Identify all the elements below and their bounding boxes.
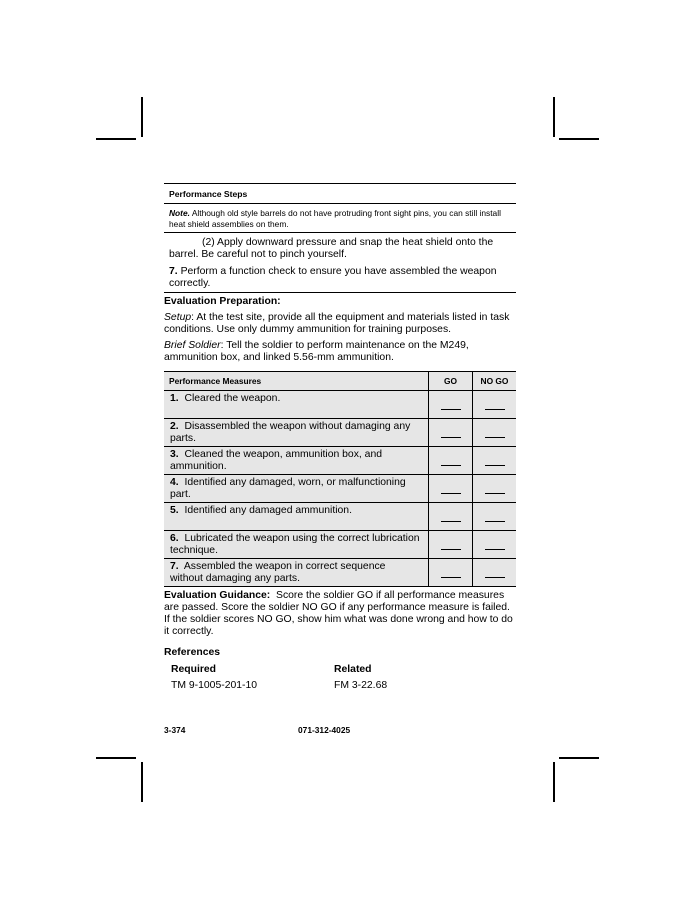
substep-2 xyxy=(164,233,516,261)
nogo-cell xyxy=(473,391,517,419)
nogo-blank[interactable] xyxy=(485,437,505,438)
page-number: 3-374 xyxy=(164,725,186,735)
brief-soldier-text: : Tell the soldier to perform maintenance on the M249, ammunition box, and linked 5.56-mm ammunition. xyxy=(164,340,469,363)
nogo-blank[interactable] xyxy=(485,549,505,550)
brief-soldier-label: Brief Soldier xyxy=(164,340,221,351)
go-cell xyxy=(429,503,473,531)
nogo-cell xyxy=(473,503,517,531)
table-row xyxy=(164,419,516,447)
note-text: Although old style barrels do not have protruding front sight pins, you can still install heat shield assemblies on them. xyxy=(169,208,501,229)
table-row xyxy=(164,559,516,587)
nogo-header: NO GO xyxy=(473,372,517,391)
measure-text: Cleaned the weapon, ammunition box, and ammunition. xyxy=(170,449,383,472)
go-blank[interactable] xyxy=(441,437,461,438)
go-blank[interactable] xyxy=(441,465,461,466)
table-row xyxy=(164,447,516,475)
nogo-cell xyxy=(473,447,517,475)
crop-mark xyxy=(96,138,136,140)
go-cell xyxy=(429,531,473,559)
crop-mark xyxy=(141,762,143,802)
note-label: Note. xyxy=(169,208,190,218)
go-cell xyxy=(429,559,473,587)
measure-number: 3. xyxy=(170,449,179,460)
page-content xyxy=(164,183,516,692)
measure-number: 1. xyxy=(170,393,179,404)
nogo-blank[interactable] xyxy=(485,493,505,494)
step-7-text: Perform a function check to ensure you have assembled the weapon correctly. xyxy=(169,266,497,289)
go-blank[interactable] xyxy=(441,577,461,578)
required-value: TM 9-1005-201-10 xyxy=(171,680,258,691)
crop-mark xyxy=(559,138,599,140)
go-blank[interactable] xyxy=(441,409,461,410)
nogo-cell xyxy=(473,419,517,447)
go-cell xyxy=(429,419,473,447)
performance-measures-header: Performance Measures xyxy=(164,372,429,391)
crop-mark xyxy=(141,97,143,137)
references-title: References xyxy=(164,647,221,658)
evaluation-guidance-text: Score the soldier GO if all performance measures are passed. Score the soldier NO GO if any performance measure is failed. If the soldier scores NO GO, show him what was done wrong and how to do it correctly. xyxy=(164,590,513,637)
nogo-blank[interactable] xyxy=(485,577,505,578)
nogo-cell xyxy=(473,559,517,587)
measure-number: 2. xyxy=(170,421,179,432)
crop-mark xyxy=(559,757,599,759)
table-row xyxy=(164,391,516,419)
setup-text: : At the test site, provide all the equipment and materials listed in task conditions. Use only dummy ammunition for training purposes. xyxy=(164,312,510,335)
measure-cell xyxy=(164,475,429,503)
measure-text: Disassembled the weapon without damaging any parts. xyxy=(170,421,411,444)
substep-2-line1: (2) Apply downward pressure and snap the heat shield onto the xyxy=(202,237,494,248)
brief-soldier-paragraph xyxy=(164,338,516,366)
measure-number: 7. xyxy=(170,561,179,572)
related-value: FM 3-22.68 xyxy=(334,680,388,691)
measure-text: Cleared the weapon. xyxy=(184,393,281,404)
measure-cell xyxy=(164,419,429,447)
nogo-blank[interactable] xyxy=(485,409,505,410)
measure-number: 6. xyxy=(170,533,179,544)
crop-mark xyxy=(553,762,555,802)
measure-cell xyxy=(164,531,429,559)
task-number: 071-312-4025 xyxy=(298,725,351,735)
step-7 xyxy=(164,261,516,293)
evaluation-guidance xyxy=(164,587,516,638)
nogo-cell xyxy=(473,531,517,559)
measure-number: 4. xyxy=(170,477,179,488)
measure-cell xyxy=(164,559,429,587)
setup-paragraph xyxy=(164,310,516,338)
setup-label: Setup xyxy=(164,312,192,323)
crop-mark xyxy=(553,97,555,137)
related-header: Related xyxy=(334,664,372,675)
table-header-row xyxy=(164,372,516,391)
note xyxy=(164,204,516,233)
measure-cell xyxy=(164,503,429,531)
references-columns xyxy=(164,659,516,692)
evaluation-preparation-title: Evaluation Preparation: xyxy=(164,296,281,307)
table-row xyxy=(164,503,516,531)
required-header: Required xyxy=(171,664,217,675)
required-column xyxy=(171,659,334,692)
measure-number: 5. xyxy=(170,505,179,516)
performance-steps-header: Performance Steps xyxy=(164,183,516,204)
measure-cell xyxy=(164,391,429,419)
go-blank[interactable] xyxy=(441,549,461,550)
measure-text: Assembled the weapon in correct sequence without damaging any parts. xyxy=(170,561,386,584)
measure-cell xyxy=(164,447,429,475)
step-7-number: 7. xyxy=(169,266,178,277)
measure-text: Identified any damaged ammunition. xyxy=(184,505,352,516)
measure-text: Identified any damaged, worn, or malfunctioning part. xyxy=(170,477,406,500)
go-blank[interactable] xyxy=(441,521,461,522)
substep-2-line2: barrel. Be careful not to pinch yourself. xyxy=(169,249,347,260)
go-cell xyxy=(429,447,473,475)
measure-text: Lubricated the weapon using the correct lubrication technique. xyxy=(170,533,420,556)
evaluation-guidance-label: Evaluation Guidance: xyxy=(164,590,271,601)
crop-mark xyxy=(96,757,136,759)
table-row xyxy=(164,531,516,559)
go-blank[interactable] xyxy=(441,493,461,494)
nogo-blank[interactable] xyxy=(485,521,505,522)
related-column xyxy=(334,659,387,692)
table-row xyxy=(164,475,516,503)
nogo-blank[interactable] xyxy=(485,465,505,466)
go-cell xyxy=(429,391,473,419)
nogo-cell xyxy=(473,475,517,503)
go-header: GO xyxy=(429,372,473,391)
go-cell xyxy=(429,475,473,503)
performance-measures-table xyxy=(164,371,516,587)
